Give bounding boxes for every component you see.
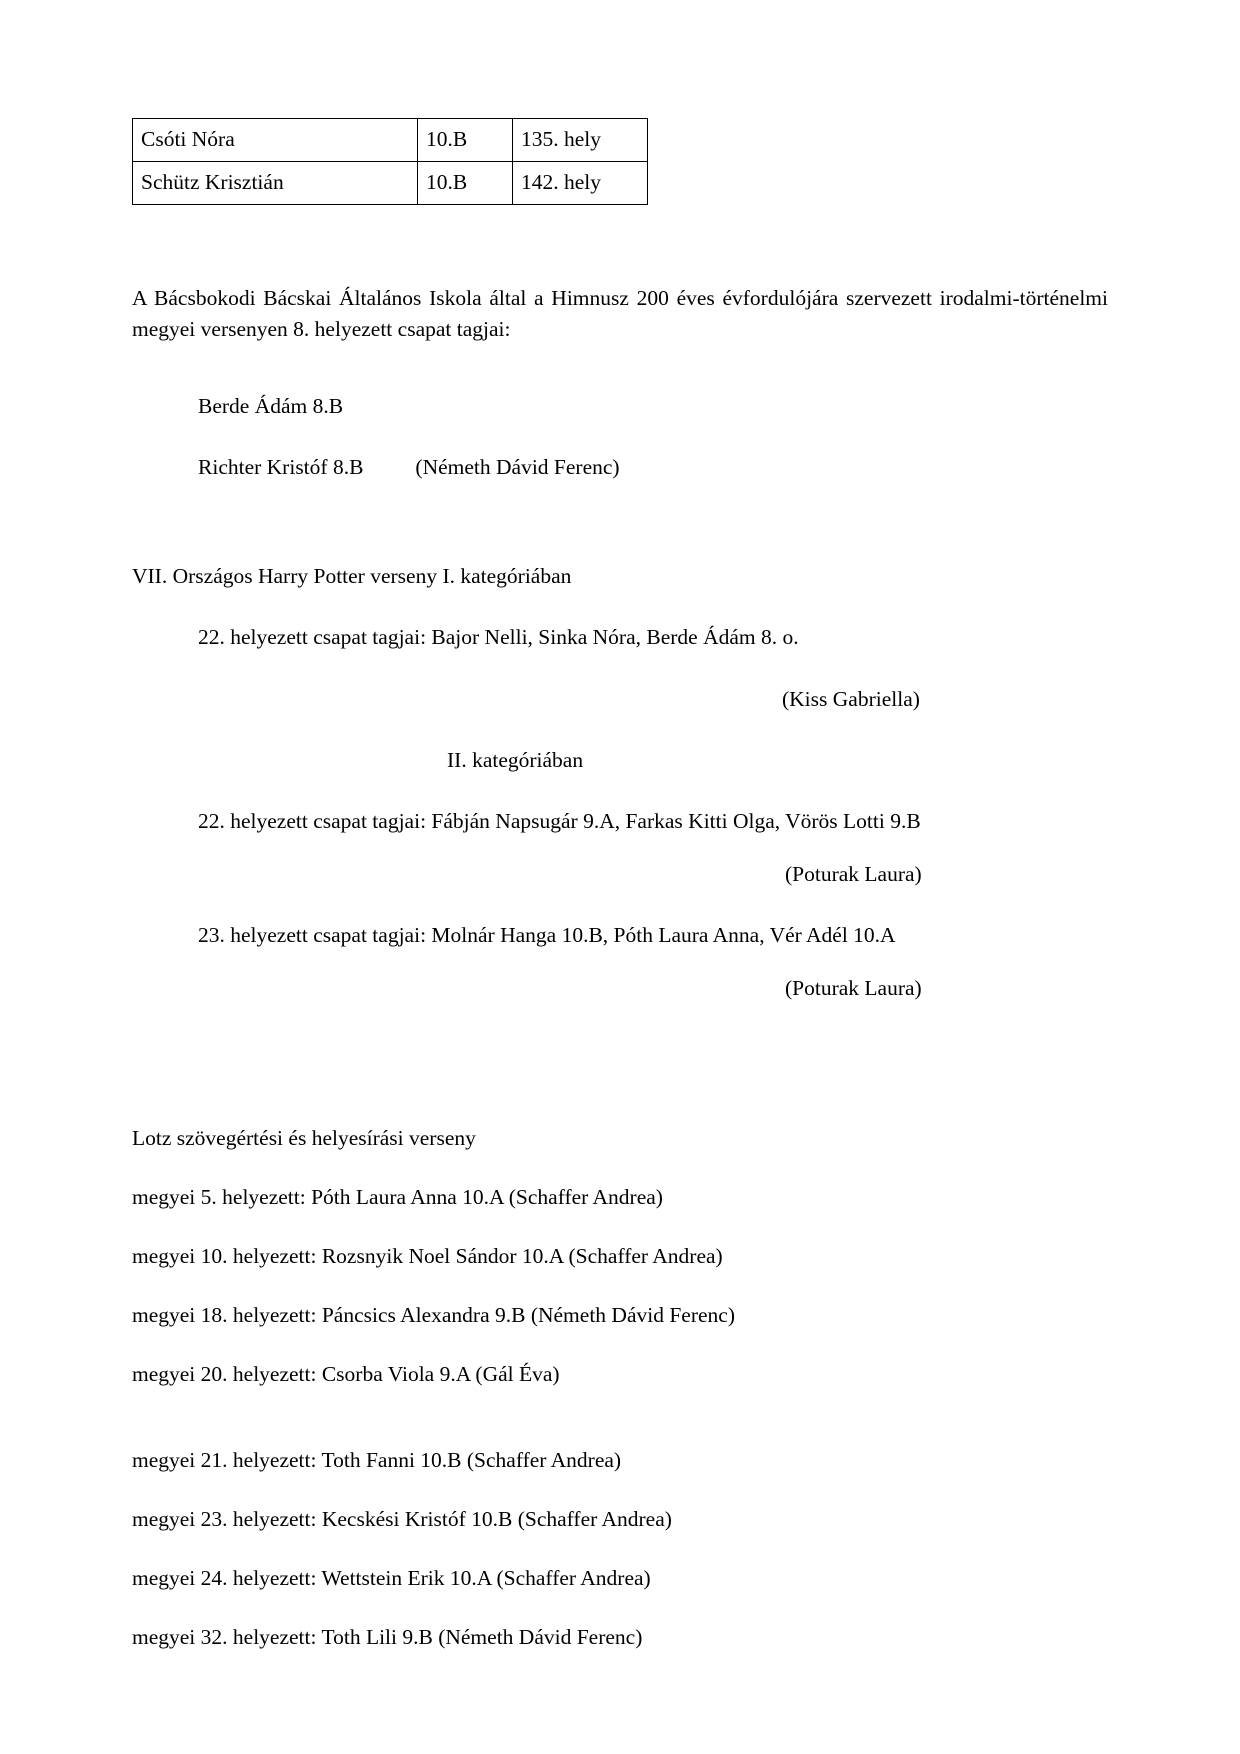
table-cell-place: 142. hely (513, 161, 648, 204)
table-cell-name: Schütz Krisztián (133, 161, 418, 204)
spacer (132, 345, 1108, 391)
lotz-result-1: megyei 5. helyezett: Póth Laura Anna 10.A (Schaffer Andrea) (132, 1184, 663, 1209)
lotz-result-3: megyei 18. helyezett: Páncsics Alexandra 9.B (Németh Dávid Ferenc) (132, 1303, 735, 1328)
himnusz-intro-paragraph: A Bácsbokodi Bácskai Általános Iskola által a Himnusz 200 éves évfordulójára szervezett irodalmi-történelmi megyei versenyen 8. helyezett csapat tagjai: (132, 285, 1108, 341)
results-table (132, 118, 648, 205)
lotz-result-2: megyei 10. helyezett: Rozsnyik Noel Sándor 10.A (Schaffer Andrea) (132, 1244, 723, 1268)
harry-potter-cat2-heading: II. kategóriában (447, 747, 584, 772)
harry-potter-cat1-team: 22. helyezett csapat tagjai: Bajor Nelli, Sinka Nóra, Berde Ádám 8. o. (198, 625, 799, 650)
harry-potter-cat2-teacher-a: (Poturak Laura) (785, 862, 922, 887)
lotz-result-5: megyei 21. helyezett: Toth Fanni 10.B (Schaffer Andrea) (132, 1447, 622, 1472)
lotz-result-7: megyei 24. helyezett: Wettstein Erik 10.A (Schaffer Andrea) (132, 1565, 651, 1590)
lotz-result-6: megyei 23. helyezett: Kecskési Kristóf 10.B (Schaffer Andrea) (132, 1506, 672, 1531)
spacer (132, 1005, 1108, 1123)
harry-potter-heading: VII. Országos Harry Potter verseny I. kategóriában (132, 564, 572, 589)
table-cell-name: Csóti Nóra (133, 119, 418, 162)
harry-potter-cat1-teacher: (Kiss Gabriella) (782, 686, 920, 711)
himnusz-member-2-teacher: (Németh Dávid Ferenc) (415, 455, 620, 480)
himnusz-member-2 (198, 452, 1108, 483)
table-row (133, 161, 648, 204)
harry-potter-cat2-teacher-b: (Poturak Laura) (785, 976, 922, 1001)
spacer (132, 205, 1108, 283)
table-cell-class: 10.B (418, 161, 513, 204)
himnusz-member-1-name: Berde Ádám 8.B (198, 393, 344, 418)
lotz-result-4: megyei 20. helyezett: Csorba Viola 9.A (Gál Éva) (132, 1362, 560, 1387)
table-row (133, 119, 648, 162)
harry-potter-cat2-team-a: 22. helyezett csapat tagjai: Fábján Napsugár 9.A, Farkas Kitti Olga, Vörös Lotti 9.B (198, 808, 921, 833)
table-cell-class: 10.B (418, 119, 513, 162)
himnusz-member-1 (198, 391, 1108, 422)
lotz-result-8: megyei 32. helyezett: Toth Lili 9.B (Németh Dávid Ferenc) (132, 1625, 643, 1650)
harry-potter-cat2-team-b: 23. helyezett csapat tagjai: Molnár Hanga 10.B, Póth Laura Anna, Vér Adél 10.A (198, 923, 896, 948)
lotz-heading: Lotz szövegértési és helyesírási verseny (132, 1125, 476, 1150)
spacer (132, 1391, 1108, 1417)
table-cell-place: 135. hely (513, 119, 648, 162)
spacer (132, 483, 1108, 561)
himnusz-member-2-name: Richter Kristóf 8.B (198, 455, 364, 480)
